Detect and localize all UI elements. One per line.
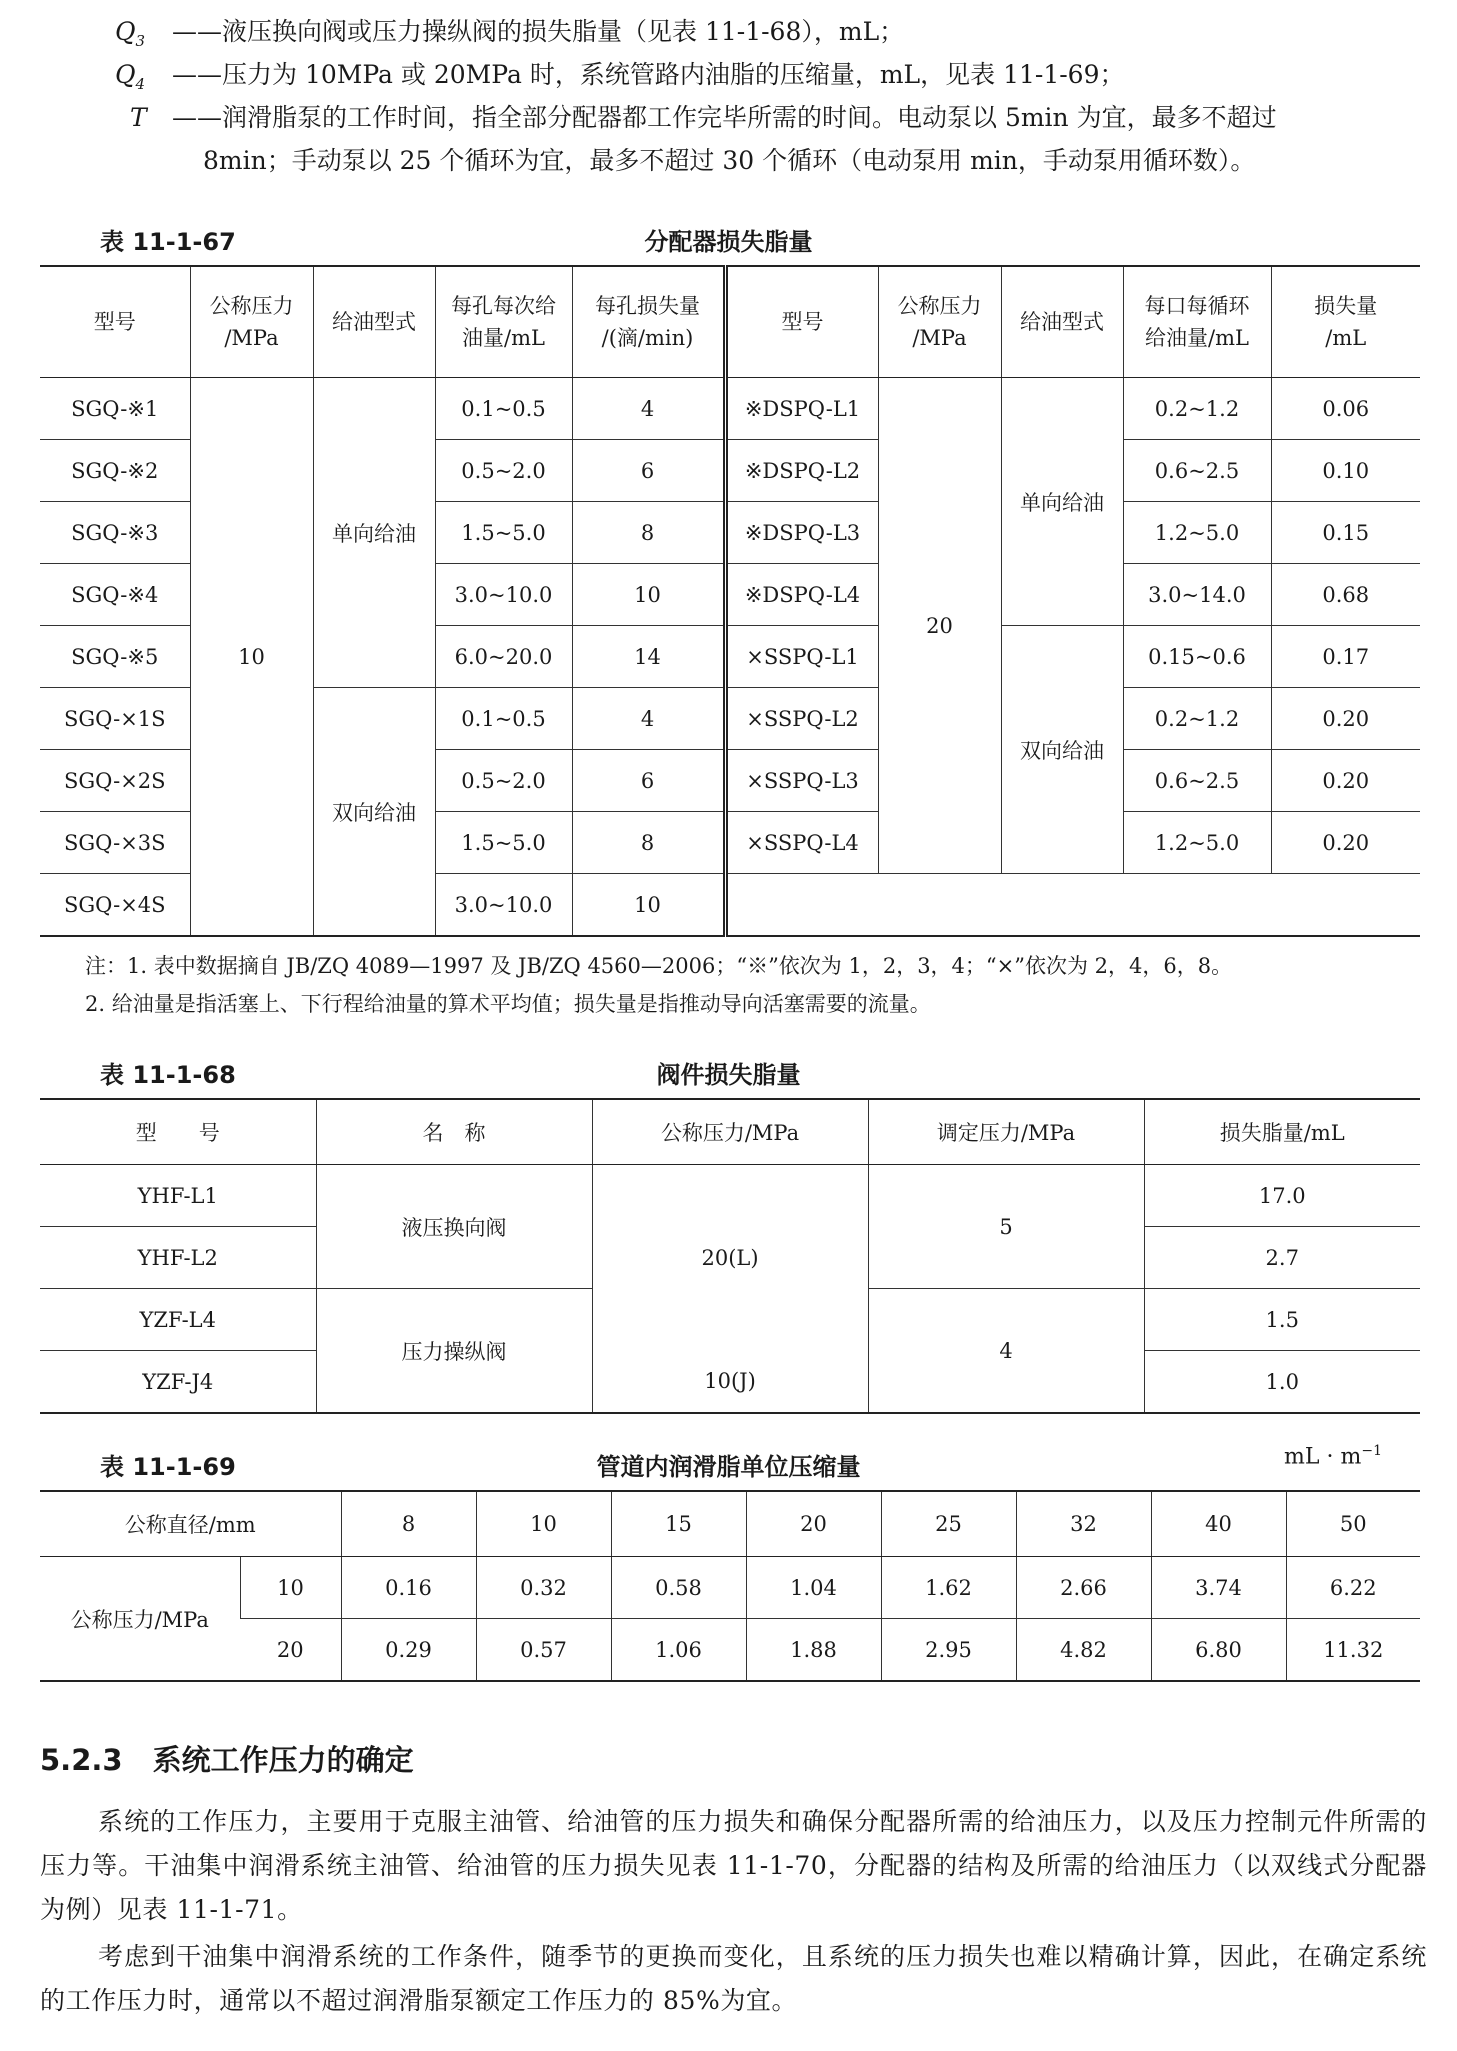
table69-diameter: 25: [881, 1491, 1016, 1557]
table-cell: 6.80: [1151, 1619, 1286, 1682]
table-cell: 4: [572, 378, 725, 440]
definition-q3-text: ——液压换向阀或压力操纵阀的损失脂量（见表 11-1-68），mL；: [172, 17, 905, 46]
table69-diameter: 50: [1286, 1491, 1420, 1557]
table67-note-1: 注：1. 表中数据摘自 JB/ZQ 4089—1997 及 JB/ZQ 4560—2006；“※”依次为 1，2，3，4；“×”依次为 2，4，6，8。: [85, 954, 1233, 978]
table69-diameter: 20: [746, 1491, 881, 1557]
table-cell: 压力操纵阀: [316, 1289, 592, 1414]
table-cell: 4.82: [1016, 1619, 1151, 1682]
table-cell: 10(J): [592, 1351, 868, 1414]
table-cell: 20: [240, 1619, 341, 1682]
table-cell: 0.6~2.5: [1123, 440, 1271, 502]
table-cell: 0.6~2.5: [1123, 750, 1271, 812]
table68-caption: [0, 1055, 1457, 1089]
table-cell: 2.7: [1144, 1227, 1420, 1289]
table-cell: ※DSPQ-L3: [725, 502, 878, 564]
table67-header: 型号: [725, 266, 878, 378]
table69-unit-text: mL · m: [1284, 1444, 1362, 1470]
table-cell: ×SSPQ-L4: [725, 812, 878, 874]
symbol-definitions: [0, 10, 1457, 182]
table68-header-row: [40, 1099, 1420, 1165]
table-cell: 单向给油: [1001, 378, 1123, 626]
paragraph: 考虑到干油集中润滑系统的工作条件，随季节的更换而变化，且系统的压力损失也难以精确计算，因此，在确定系统的工作压力时，通常以不超过润滑脂泵额定工作压力的 85%为宜。: [40, 1942, 1427, 2015]
table-cell: 双向给油: [1001, 626, 1123, 874]
table-cell: 1.5: [1144, 1289, 1420, 1351]
definition-t-text: ——润滑脂泵的工作时间，指全部分配器都工作完毕所需的时间。电动泵以 5min 为宜，最多不超过: [172, 103, 1277, 132]
table-cell: 10: [572, 564, 725, 626]
table-cell: 20: [878, 378, 1001, 874]
table67-caption: [0, 222, 1457, 256]
table-cell: 6: [572, 750, 725, 812]
table-cell: SGQ-※1: [40, 378, 190, 440]
table67-header-row: [40, 266, 1420, 378]
table-cell: 1.04: [746, 1557, 881, 1619]
table67-header: 公称压力 /MPa: [190, 266, 313, 378]
table-cell: 0.1~0.5: [435, 688, 572, 750]
table68-header: 名 称: [316, 1099, 592, 1165]
table-cell: 液压换向阀: [316, 1165, 592, 1289]
section-number: 5.2.3: [40, 1743, 123, 1777]
table-cell: 10: [572, 874, 725, 937]
table69-unit: [1284, 1443, 1382, 1469]
table-cell: 6: [572, 440, 725, 502]
table-cell: 1.62: [881, 1557, 1016, 1619]
table-cell: SGQ-×2S: [40, 750, 190, 812]
table-cell: 1.0: [1144, 1351, 1420, 1414]
table67-notes: [85, 947, 1232, 1023]
symbol-t: T: [130, 103, 147, 132]
table-cell: 0.68: [1271, 564, 1420, 626]
table-cell: ×SSPQ-L1: [725, 626, 878, 688]
table-cell: SGQ-※3: [40, 502, 190, 564]
table69-title: 管道内润滑脂单位压缩量: [596, 1453, 861, 1481]
table-cell: 0.2~1.2: [1123, 378, 1271, 440]
table-cell: 5: [868, 1165, 1144, 1289]
table-cell: 0.57: [476, 1619, 611, 1682]
table-cell: 0.2~1.2: [1123, 688, 1271, 750]
definition-q3: [0, 10, 1457, 53]
table69-unit-sup: −1: [1361, 1443, 1382, 1459]
table-cell: 17.0: [1144, 1165, 1420, 1227]
table-cell: 1.5~5.0: [435, 812, 572, 874]
table67-header: 每孔每次给 油量/mL: [435, 266, 572, 378]
table-row: [40, 1351, 1420, 1414]
table-cell: 0.20: [1271, 750, 1420, 812]
table67-header: 公称压力 /MPa: [878, 266, 1001, 378]
table68-header: 损失脂量/mL: [1144, 1099, 1420, 1165]
table69-header-row: [40, 1491, 1420, 1557]
definition-q4: [0, 53, 1457, 96]
table67: [40, 265, 1420, 937]
table-cell: YZF-J4: [40, 1351, 316, 1414]
table-cell: 8: [572, 812, 725, 874]
table-cell: 1.2~5.0: [1123, 502, 1271, 564]
table69: [40, 1490, 1420, 1682]
table-cell: 2.95: [881, 1619, 1016, 1682]
table67-header: 给油型式: [1001, 266, 1123, 378]
table-cell: SGQ-※5: [40, 626, 190, 688]
table-cell: SGQ-×4S: [40, 874, 190, 937]
table-cell: SGQ-※4: [40, 564, 190, 626]
table-row: [40, 1557, 1420, 1619]
table-cell: 20(L): [592, 1165, 868, 1351]
symbol-q4-sub: 4: [135, 75, 146, 93]
table-cell: 3.0~10.0: [435, 874, 572, 937]
table-cell: SGQ-×1S: [40, 688, 190, 750]
table-cell: 双向给油: [313, 688, 435, 937]
table69-number: 表 11-1-69: [100, 1453, 236, 1481]
symbol-q3-letter: Q: [115, 17, 136, 46]
table69-diameter: 10: [476, 1491, 611, 1557]
table67-header: 给油型式: [313, 266, 435, 378]
section-heading: [40, 1738, 414, 1779]
table67-number: 表 11-1-67: [100, 228, 236, 256]
table-cell: 单向给油: [313, 378, 435, 688]
table68-header: 调定压力/MPa: [868, 1099, 1144, 1165]
table-cell: 6.0~20.0: [435, 626, 572, 688]
table68-header: 型 号: [40, 1099, 316, 1165]
table-empty-cell: [725, 874, 1420, 937]
table-cell: 8: [572, 502, 725, 564]
table-cell: 0.10: [1271, 440, 1420, 502]
table-cell: 11.32: [1286, 1619, 1420, 1682]
table-cell: 1.06: [611, 1619, 746, 1682]
definition-q4-text: ——压力为 10MPa 或 20MPa 时，系统管路内油脂的压缩量，mL，见表 11-1-69；: [172, 60, 1125, 89]
table-cell: ※DSPQ-L4: [725, 564, 878, 626]
table67-header: 型号: [40, 266, 190, 378]
table-cell: YHF-L2: [40, 1227, 316, 1289]
table-cell: 1.88: [746, 1619, 881, 1682]
table67-note-2: 2. 给油量是指活塞上、下行程给油量的算术平均值；损失量是指推动导向活塞需要的流量。: [85, 992, 931, 1016]
table-cell: 0.5~2.0: [435, 440, 572, 502]
table-cell: ×SSPQ-L3: [725, 750, 878, 812]
table-cell: 0.06: [1271, 378, 1420, 440]
table-cell: 0.17: [1271, 626, 1420, 688]
table-cell: 0.32: [476, 1557, 611, 1619]
table-cell: SGQ-×3S: [40, 812, 190, 874]
table-cell: ×SSPQ-L2: [725, 688, 878, 750]
table-cell: 4: [572, 688, 725, 750]
table-cell: ※DSPQ-L1: [725, 378, 878, 440]
table68-number: 表 11-1-68: [100, 1061, 236, 1089]
table-cell: YZF-L4: [40, 1289, 316, 1351]
table-cell: SGQ-※2: [40, 440, 190, 502]
table-cell: 3.74: [1151, 1557, 1286, 1619]
table67-header: 每口每循环 给油量/mL: [1123, 266, 1271, 378]
table-cell: 0.20: [1271, 812, 1420, 874]
table-cell: 1.2~5.0: [1123, 812, 1271, 874]
definition-t-text-2: 8min；手动泵以 25 个循环为宜，最多不超过 30 个循环（电动泵用 min，手动泵用循环数）。: [203, 146, 1256, 175]
table-cell: 0.58: [611, 1557, 746, 1619]
table68-title: 阀件损失脂量: [656, 1061, 801, 1089]
table-cell: 3.0~10.0: [435, 564, 572, 626]
table-cell: 1.5~5.0: [435, 502, 572, 564]
table-row: [40, 1619, 1420, 1682]
table67-header: 损失量 /mL: [1271, 266, 1420, 378]
table69-diameter: 8: [341, 1491, 476, 1557]
table69-diameter: 15: [611, 1491, 746, 1557]
table68: [40, 1098, 1420, 1414]
table-cell: 0.15: [1271, 502, 1420, 564]
table-cell: 0.20: [1271, 688, 1420, 750]
table69-pressure-label: 公称压力/MPa: [40, 1557, 240, 1682]
table-cell: 0.1~0.5: [435, 378, 572, 440]
table-cell: YHF-L1: [40, 1165, 316, 1227]
symbol-q4-letter: Q: [115, 60, 136, 89]
table-cell: 3.0~14.0: [1123, 564, 1271, 626]
table69-diameter: 40: [1151, 1491, 1286, 1557]
table-cell: 0.15~0.6: [1123, 626, 1271, 688]
table-row: [40, 378, 1420, 440]
table69-diameter: 32: [1016, 1491, 1151, 1557]
table67-header: 每孔损失量 /(滴/min): [572, 266, 725, 378]
table-row: [40, 1165, 1420, 1227]
table-cell: 6.22: [1286, 1557, 1420, 1619]
table-cell: 10: [190, 378, 313, 937]
table-cell: 0.5~2.0: [435, 750, 572, 812]
table-cell: ※DSPQ-L2: [725, 440, 878, 502]
table69-diameter-label: 公称直径/mm: [40, 1491, 341, 1557]
table-cell: 2.66: [1016, 1557, 1151, 1619]
paragraph: 系统的工作压力，主要用于克服主油管、给油管的压力损失和确保分配器所需的给油压力，以及压力控制元件所需的压力等。干油集中润滑系统主油管、给油管的压力损失见表 11-1-70，分配器的结构及所需的给油压力（以双线式分配器为例）见表 11-1-71。: [40, 1807, 1427, 1924]
section-title: 系统工作压力的确定: [152, 1743, 414, 1777]
table-cell: 0.16: [341, 1557, 476, 1619]
table67-title: 分配器损失脂量: [644, 228, 813, 256]
table-cell: 0.29: [341, 1619, 476, 1682]
table-cell: 10: [240, 1557, 341, 1619]
symbol-q3-sub: 3: [135, 32, 146, 50]
definition-t: [0, 96, 1457, 182]
table69-caption: [0, 1443, 1457, 1481]
table68-header: 公称压力/MPa: [592, 1099, 868, 1165]
table-cell: 4: [868, 1289, 1144, 1414]
table-cell: 14: [572, 626, 725, 688]
